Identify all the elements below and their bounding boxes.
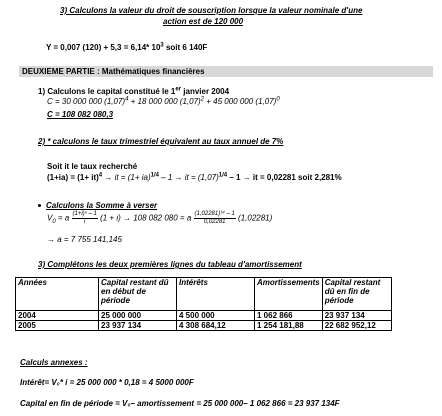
annexes-line1: Intérêt= V₀* i = 25 000 000 * 0,18 = 4 5000 000F xyxy=(20,378,194,387)
section-banner: DEUXIEME PARTIE : Mathématiques financières xyxy=(19,66,433,77)
table-row xyxy=(16,321,392,331)
q3-formula-exponent: 3 xyxy=(160,42,164,49)
cell-amortissement: 1 254 181,88 xyxy=(255,321,323,331)
p2-line2-part2: → it = (1+ ia) xyxy=(102,173,151,182)
p1-eq-part3: + 45 000 000 (1,07) xyxy=(204,97,277,106)
p1-equation xyxy=(47,97,280,106)
p2-line2-exp1: 4 xyxy=(98,172,103,179)
header-annees: Années xyxy=(16,278,99,311)
cell-capital-debut: 25 000 000 xyxy=(99,311,177,321)
annexes-title: Calculs annexes : xyxy=(20,358,88,367)
p1-result: C = 108 082 080,3 xyxy=(47,110,114,119)
header-amortissements: Amortissements xyxy=(255,278,323,311)
p3-frac1-den: i xyxy=(84,219,86,225)
p3-fraction-1 xyxy=(72,211,98,226)
cell-annee: 2005 xyxy=(16,321,99,331)
amortization-table xyxy=(15,277,392,331)
p1-title-tail: janvier 2004 xyxy=(181,87,230,96)
q3-formula-tail: soit 6 140F xyxy=(163,43,208,52)
cell-interets: 4 500 000 xyxy=(177,311,255,321)
header-interets: Intérêts xyxy=(177,278,255,311)
p2-line2-exp3: 1/4 xyxy=(218,172,228,179)
p3-frac2-num: (1,02281)¹⁴ – 1 xyxy=(194,211,235,217)
q3-formula-text: Y = 0,007 (120) + 5,3 = 6,14* 10 xyxy=(46,43,161,52)
p3-eq-middle: (1 + i) → 108 082 080 = a xyxy=(97,213,192,223)
p2-title: 2) * calculons le taux trimestriel équivalent au taux annuel de 7% xyxy=(38,137,284,146)
p3-eq-a: = a xyxy=(55,213,70,223)
header-capital-fin xyxy=(322,278,391,311)
p1-eq-part1: C = 30 000 000 (1,07) xyxy=(47,97,126,106)
p1-eq-exp3: 0 xyxy=(276,96,280,103)
cell-amortissement: 1 062 866 xyxy=(255,311,323,321)
annexes-line2: Capital en fin de période = V₀– amortissement = 25 000 000– 1 062 866 = 23 937 134F xyxy=(20,399,340,408)
cell-annee: 2004 xyxy=(16,311,99,321)
bullet-icon xyxy=(38,204,41,207)
cell-capital-debut: 23 937 134 xyxy=(99,321,177,331)
p2-line2-exp2: 1/4 xyxy=(150,172,159,179)
table-row xyxy=(16,311,392,321)
p2-line2 xyxy=(47,173,342,182)
p4-title: 3) Complétons les deux premières lignes du tableau d'amortissement xyxy=(38,260,302,269)
p1-eq-part2: + 18 000 000 (1,07) xyxy=(128,97,201,106)
table-header-row xyxy=(16,278,392,311)
p3-v-sub: 0 xyxy=(52,219,56,226)
p1-eq-exp2: 2 xyxy=(200,96,205,103)
header-capital-debut-text: Capital restant dû en début de période xyxy=(101,278,169,305)
cell-interets: 4 308 684,12 xyxy=(177,321,255,331)
p2-line2-part4: – 1 → it = 0,02281 soit 2,281% xyxy=(227,173,342,182)
q3-title-line1: 3) Calculons la valeur du droit de souscription lorsque la valeur nominale d'une xyxy=(60,6,363,15)
p3-v: V xyxy=(47,213,53,223)
p3-frac1-num: (1+i)ⁿ – 1 xyxy=(72,211,97,217)
p3-frac2-den: 0,02281 xyxy=(203,219,226,225)
p1-title xyxy=(38,87,229,96)
p1-title-sup: er xyxy=(175,86,182,93)
p2-line1: Soit it le taux recherché xyxy=(47,162,138,171)
header-capital-debut xyxy=(99,278,177,311)
p3-fraction-2 xyxy=(194,211,236,226)
p2-line2-part1: (1+ia) = (1+ it) xyxy=(47,173,99,182)
cell-capital-fin: 23 937 134 xyxy=(322,311,391,321)
header-capital-fin-text: Capital restant dû en fin de période xyxy=(324,278,381,305)
q3-title-line2: action est de 120 000 xyxy=(163,17,244,26)
p1-eq-exp1: 4 xyxy=(125,96,129,103)
p3-equation xyxy=(47,211,272,226)
p3-eq-end: (1,02281) xyxy=(235,213,273,223)
p3-result: → a = 7 755 141,145 xyxy=(47,235,122,244)
p3-title-text: Calculons la Somme à verser xyxy=(46,201,158,210)
cell-capital-fin: 22 682 952,12 xyxy=(322,321,391,331)
p2-line2-part3: – 1 → it = (1,07) xyxy=(158,173,219,182)
p3-title xyxy=(38,201,157,210)
p1-title-text: 1) Calculons le capital constitué le 1 xyxy=(38,87,176,96)
q3-formula xyxy=(46,43,207,52)
